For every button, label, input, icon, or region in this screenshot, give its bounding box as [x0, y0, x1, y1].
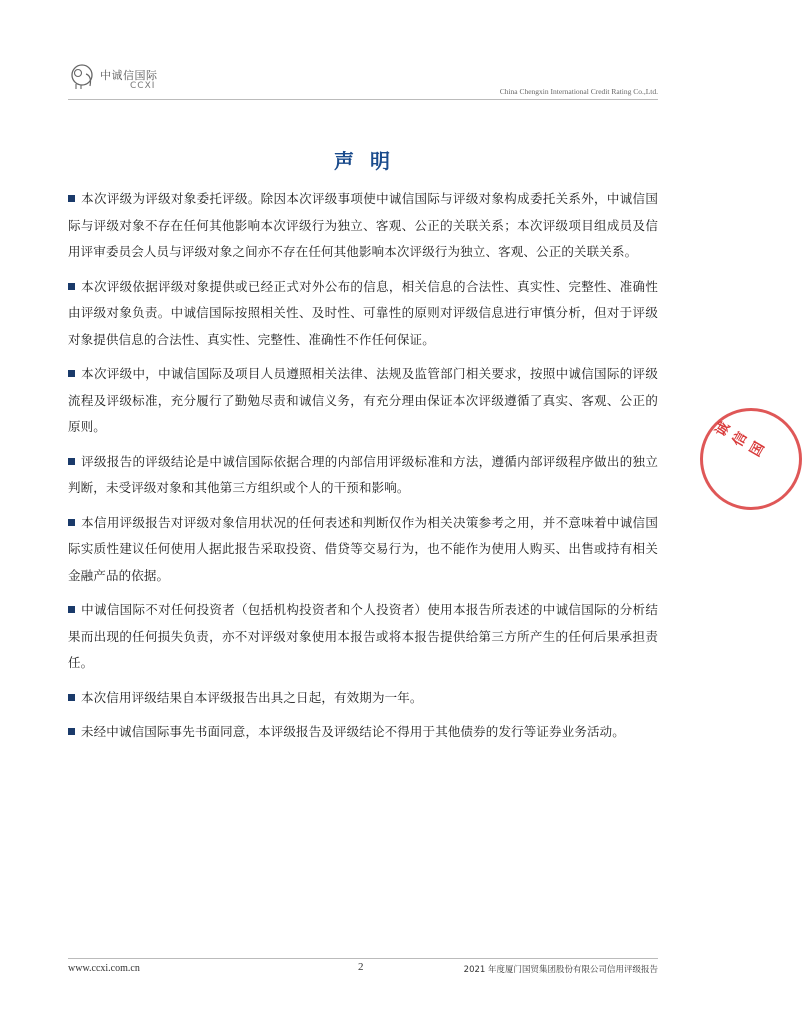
- footer-divider: [68, 958, 658, 959]
- paragraph-text: 本次评级依据评级对象提供或已经正式对外公布的信息，相关信息的合法性、真实性、完整性、准确性由评级对象负责。中诚信国际按照相关性、及时性、可靠性的原则对评级信息进行审慎分析，但对于评级对象提供信息的合法性、真实性、完整性、准确性不作任何保证。: [68, 278, 658, 347]
- footer-report-name: 2021 年度厦门国贸集团股份有限公司信用评级报告: [463, 965, 658, 975]
- statement-paragraph: [68, 274, 658, 354]
- paragraph-text: 本信用评级报告对评级对象信用状况的任何表述和判断仅作为相关决策参考之用，并不意味着中诚信国际实质性建议任何使用人据此报告采取投资、借贷等交易行为，也不能作为使用人购买、出售或持有相关金融产品的依据。: [68, 514, 658, 583]
- paragraph-text: 未经中诚信国际事先书面同意，本评级报告及评级结论不得用于其他债券的发行等证券业务活动。: [81, 724, 625, 739]
- elephant-logo-icon: [68, 62, 98, 92]
- logo-en-text: CCXI: [130, 81, 156, 91]
- square-bullet-icon: [68, 728, 75, 735]
- statement-paragraph: [68, 685, 658, 712]
- paragraph-text: 中诚信国际不对任何投资者（包括机构投资者和个人投资者）使用本报告所表述的中诚信国际的分析结果而出现的任何损失负责，亦不对评级对象使用本报告或将本报告提供给第三方所产生的任何后果承担责任。: [68, 602, 658, 670]
- header-divider: [68, 99, 658, 100]
- square-bullet-icon: [68, 283, 75, 290]
- statement-paragraph: [68, 597, 658, 677]
- square-bullet-icon: [68, 458, 75, 465]
- paragraph-text: 本次评级中，中诚信国际及项目人员遵照相关法律、法规及监管部门相关要求，按照中诚信国际的评级流程及评级标准，充分履行了勤勉尽责和诚信义务，有充分理由保证本次评级遵循了真实、客观、公正的原则。: [68, 366, 658, 434]
- seal-text: 诚信国: [712, 419, 769, 460]
- statement-paragraph: [68, 510, 658, 590]
- statement-paragraph: [68, 449, 658, 502]
- page-header: [68, 60, 658, 102]
- square-bullet-icon: [68, 606, 75, 613]
- page-title: 声明: [334, 149, 406, 173]
- paragraph-text: 本次信用评级结果自本评级报告出具之日起，有效期为一年。: [81, 689, 423, 705]
- ccxi-logo: [68, 60, 178, 96]
- logo-cn-text: 中诚信国际: [100, 69, 158, 82]
- footer-website: www.ccxi.com.cn: [68, 963, 140, 974]
- statement-paragraph: [68, 186, 658, 266]
- square-bullet-icon: [68, 195, 75, 202]
- statement-body: [68, 186, 658, 754]
- paragraph-text: 本次评级为评级对象委托评级。除因本次评级事项使中诚信国际与评级对象构成委托关系外，中诚信国际与评级对象不存在任何其他影响本次评级行为独立、客观、公正的关联关系；本次评级项目组成员及信用评审委员会人员与评级对象之间亦不存在任何其他影响本次评级行为独立、客观、公正的关联关系。: [68, 191, 658, 259]
- paragraph-text: 评级报告的评级结论是中诚信国际依据合理的内部信用评级标准和方法，遵循内部评级程序做出的独立判断，未受评级对象和其他第三方组织或个人的干预和影响。: [68, 453, 658, 495]
- square-bullet-icon: [68, 694, 75, 701]
- page-number: 2: [358, 961, 364, 973]
- company-english-name: China Chengxin International Credit Rating Co.,Ltd.: [499, 87, 658, 96]
- statement-paragraph: [68, 719, 658, 746]
- square-bullet-icon: [68, 519, 75, 526]
- square-bullet-icon: [68, 370, 75, 377]
- statement-paragraph: [68, 361, 658, 441]
